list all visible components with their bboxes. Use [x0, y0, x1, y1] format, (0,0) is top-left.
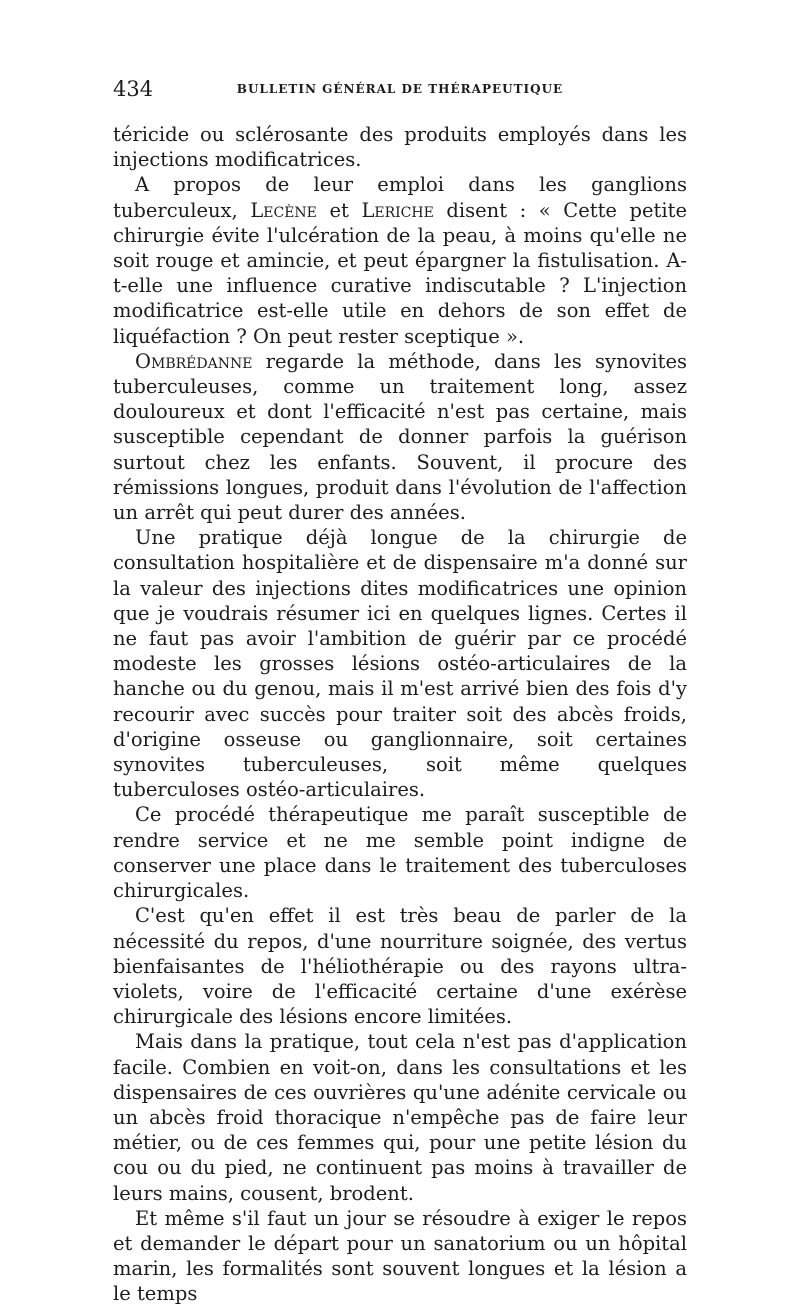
paragraph-4: Une pratique déjà longue de la chirurgie de consultation hospitalière et de dispensaire m'a donné sur la valeur des injections dites modificatrices une opinion que je voudrais résumer ici en quelques lignes. Certes il ne faut pas avoir l'ambition de guérir par ce procédé modeste les grosses lésions ostéo-articulaires de la hanche ou du genou, mais il m'est arrivé bien des fois d'y recourir avec succès pour traiter soit des abcès froids, d'origine osseuse ou ganglionnaire, soit certaines synovites tuberculeuses, soit même quelques tuberculoses ostéo-articulaires. [113, 526, 687, 802]
page-number: 434 [113, 77, 154, 101]
paragraph-1: téricide ou sclérosante des produits employés dans les injections modificatrices. [113, 123, 687, 172]
paragraph-3 [113, 349, 687, 525]
author-leriche: Leriche [361, 198, 434, 222]
paragraph-2-rest: disent : « Cette petite chirurgie évite l'ulcération de la peau, à moins qu'elle ne soit rouge et amincie, et peut épargner la fistulisation. A-t-elle une influence curative indiscutable ? L'injection modificatrice est-elle utile en dehors de son effet de liquéfaction ? On peut rester sceptique ». [113, 198, 687, 348]
paragraph-6: C'est qu'en effet il est très beau de parler de la nécessité du repos, d'une nourriture soignée, des vertus bienfaisantes de l'héliothérapie ou des rayons ultra-violets, voire de l'efficacité certaine d'une exérèse chirurgicale des lésions encore limitées. [113, 904, 687, 1029]
paragraph-2 [113, 172, 687, 348]
page-header [113, 74, 687, 104]
paragraph-7: Mais dans la pratique, tout cela n'est pas d'application facile. Combien en voit-on, dans les consultations et les dispensaires de ces ouvrières qu'une adénite cervicale ou un abcès froid thoracique n'empêche pas de faire leur métier, ou de ces femmes qui, pour une petite lésion du cou ou du pied, ne continuent pas moins à travailler de leurs mains, cousent, brodent. [113, 1030, 687, 1205]
paragraph-8: Et même s'il faut un jour se résoudre à exiger le repos et demander le départ pour un sanatorium ou un hôpital marin, les formalités sont souvent longues et la lésion a le temps [113, 1206, 687, 1306]
body-text [113, 122, 687, 1307]
author-ombredanne: Ombrédanne [135, 349, 253, 373]
paragraph-2-lead: A propos de leur emploi dans les ganglions tuberculeux, [113, 173, 687, 222]
running-head: BULLETIN GÉNÉRAL DE THÉRAPEUTIQUE [236, 82, 564, 96]
paragraph-2-mid: et [316, 198, 362, 222]
paragraph-3-rest: regarde la méthode, dans les synovites tuberculeuses, comme un traitement long, assez douloureux et dont l'efficacité n'est pas certaine, mais susceptible cependant de donner parfois la guérison surtout chez les enfants. Souvent, il procure des rémissions longues, produit dans l'évolution de l'affection un arrêt qui peut durer des années. [113, 349, 687, 525]
author-lecene: Lecène [250, 198, 317, 222]
paragraph-5: Ce procédé thérapeutique me paraît susceptible de rendre service et ne me semble point indigne de conserver une place dans le traitement des tuberculoses chirurgicales. [113, 803, 687, 903]
